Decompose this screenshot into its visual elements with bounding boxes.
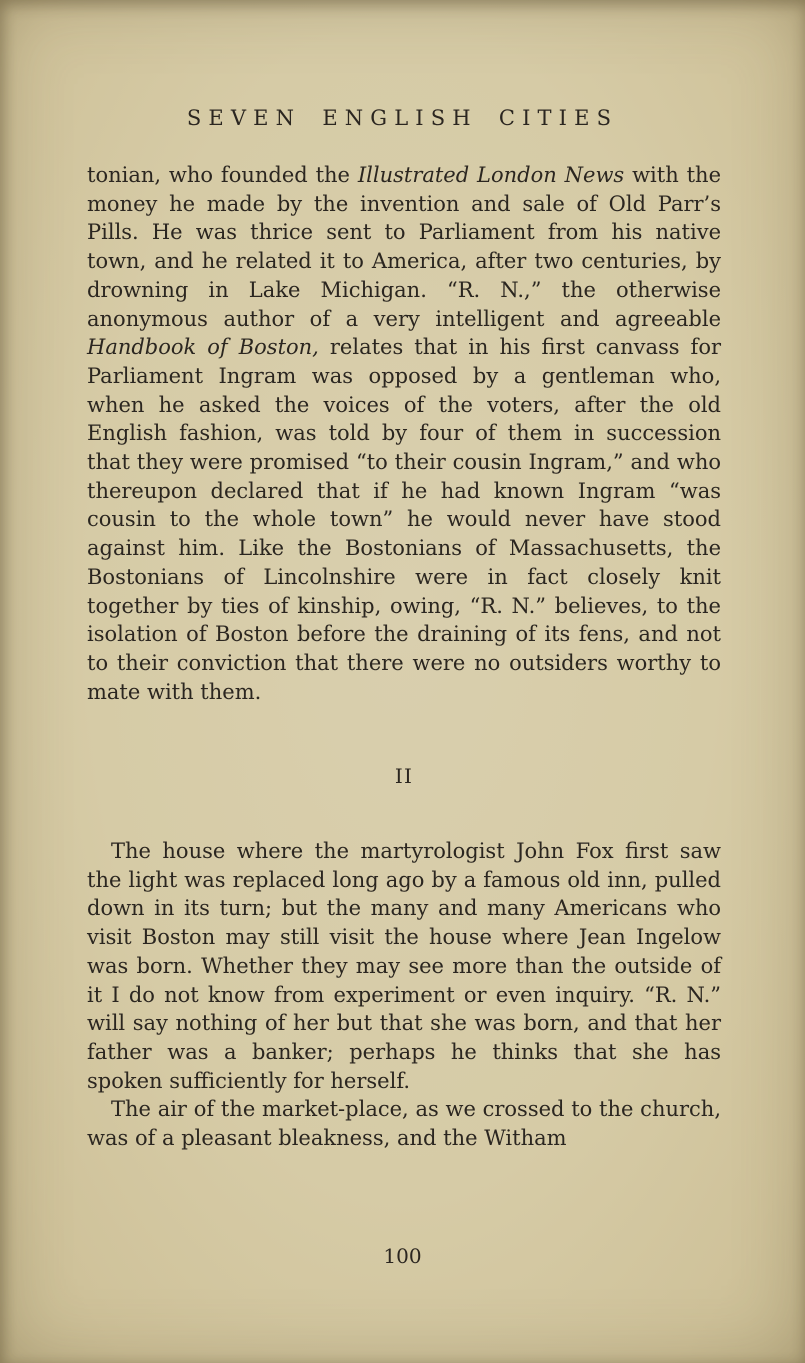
italic-text-segment: Illustrated London News [357,163,625,187]
page-number: 100 [383,1244,422,1268]
paragraph [87,1095,721,1152]
text-segment: with the money he made by the invention and sale of Old Parr’s Pills. He was thrice sent to Parliament from his native town, and he related it to America, after two centuries, by drowning in Lake Michigan. “R. N.,” the otherwise anonymous author of a very intelligent and agreeable [87,163,721,331]
paragraph [87,161,721,706]
text-segment: The air of the market-place, as we crossed to the church, was of a pleasant bleakness, and the Witham [87,1097,721,1151]
text-segment: tonian, who founded the [87,163,358,187]
text-segment: The house where the martyrologist John Fox first saw the light was replaced long ago by a famous old inn, pulled down in its turn; but the many and many Americans who visit Boston may still visit the house where Jean Ingelow was born. Whether they may see more than the outside of it I do not know from experiment or even inquiry. “R. N.” will say nothing of her but that she was born, and that her father was a banker; perhaps he thinks that she has spoken sufficiently for herself. [87,839,721,1093]
running-head: SEVEN ENGLISH CITIES [186,106,619,130]
paragraph [87,837,721,1095]
section-heading: II [394,764,414,789]
body-text [87,161,721,1153]
text-segment: relates that in his first canvass for Parliament Ingram was opposed by a gentleman who, when he asked the voices of the voters, after the old English fashion, was told by four of them in succession that they were promised “to their cousin Ingram,” and who thereupon declared that if he had known Ingram “was cousin to the whole town” he would never have stood against him. Like the Bostonians of Massachusetts, the Bostonians of Lincolnshire were in fact closely knit together by ties of kinship, owing, “R. N.” believes, to the isolation of Boston before the draining of its fens, and not to their conviction that there were no outsiders worthy to mate with them. [87,335,722,704]
italic-text-segment: Handbook of Boston, [87,335,319,360]
